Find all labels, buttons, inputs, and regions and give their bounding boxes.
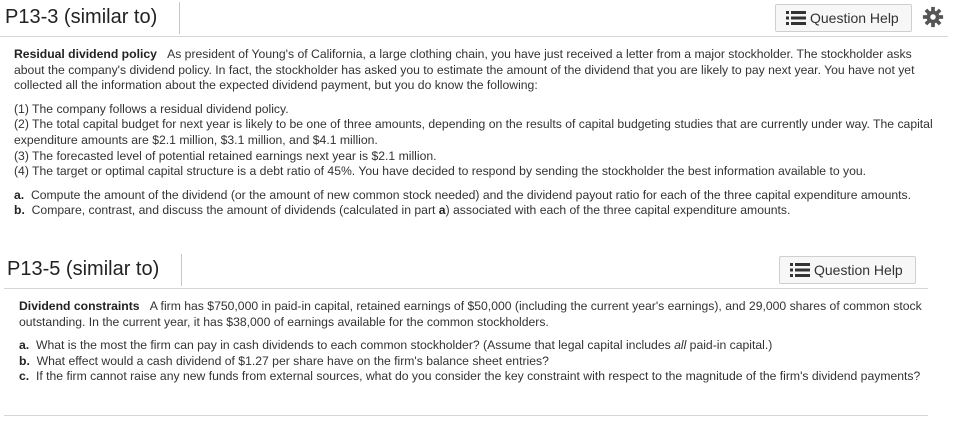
part-a-text: Compute the amount of the dividend (or the amount of new common stock needed) and the dividend payout ratio for each of the three capital expenditure amounts.: [30, 187, 912, 202]
problem-2-header: [0, 252, 958, 288]
problem-1-intro-text: As president of Young's of California, a large clothing chain, you have just received a letter from a major stockholder. The stockholder asks about the company's dividend policy. In fact, the stockholder has asked you to estimate the amount of the dividend that you are likely to pay next year. You have not yet collected all the information about the expected dividend payment, but you do know the following:: [14, 47, 915, 93]
problem-1-body: [14, 47, 936, 219]
fact-2: (2) The total capital budget for next year is likely to be one of three amounts, depending on the results of capital budgeting studies that are currently under way. The capital expenditure amounts are $2.1 million, $3.1 million, and $4.1 million.: [14, 117, 933, 147]
part-c-text: If the firm cannot raise any new funds from external sources, what do you consider the key constraint with respect to the magnitude of the firm's dividend payments?: [35, 369, 921, 384]
header-divider: [0, 36, 948, 37]
gear-icon[interactable]: [922, 6, 944, 28]
part-a: [14, 188, 936, 204]
problem-1-heading: Residual dividend policy: [14, 47, 157, 61]
part-a-label: a.: [14, 187, 25, 202]
fact-1: (1) The company follows a residual dividend policy.: [14, 101, 289, 116]
problem-2-intro-text: A firm has $750,000 in paid-in capital, retained earnings of $50,000 (including the current year's earnings), and 29,000 shares of common stock outstanding. In the current year, it has $38,000 of earnings available for the common stockholders.: [19, 299, 922, 329]
part-b: [19, 354, 924, 370]
problem-2-intro: [19, 299, 924, 330]
part-b-text-2: ) associated with each of the three capital expenditure amounts.: [445, 203, 791, 218]
title-divider: [179, 2, 180, 34]
problem-2-body: [19, 299, 924, 385]
problem-2-heading: Dividend constraints: [19, 299, 140, 313]
part-c: [19, 369, 924, 385]
list-icon: [790, 263, 810, 277]
part-a: [19, 338, 924, 354]
part-b-text-1: Compare, contrast, and discuss the amount of dividends (calculated in part: [31, 203, 439, 218]
part-b-label: b.: [14, 203, 25, 218]
header-divider: [4, 288, 928, 289]
part-a-text-1: What is the most the firm can pay in cash dividends to each common stockholder? (Assume that legal capital includes: [35, 338, 675, 353]
question-help-button[interactable]: [779, 256, 916, 284]
part-b-text: What effect would a cash dividend of $1.27 per share have on the firm's balance sheet entries?: [36, 353, 549, 368]
part-a-label: a.: [19, 338, 30, 353]
problem-1-intro: [14, 47, 936, 94]
problem-2-title: P13-5 (similar to): [7, 258, 160, 280]
problem-1-title: P13-3 (similar to): [5, 6, 158, 28]
part-b: [14, 203, 936, 219]
fact-4: (4) The target or optimal capital structure is a debt ratio of 45%. You have decided to respond by sending the stockholder the best information available to you.: [14, 164, 867, 179]
question-help-label: Question Help: [810, 10, 899, 26]
fact-3: (3) The forecasted level of potential retained earnings next year is $2.1 million.: [14, 148, 437, 163]
part-b-label: b.: [19, 353, 30, 368]
part-b-ref: a: [438, 203, 446, 218]
part-a-text-2: paid-in capital.): [686, 338, 773, 353]
question-help-label: Question Help: [814, 262, 903, 278]
part-c-label: c.: [19, 369, 30, 384]
part-a-italic: all: [674, 338, 687, 353]
question-help-button[interactable]: [775, 4, 912, 32]
list-icon: [786, 11, 806, 25]
footer-divider: [4, 415, 928, 416]
title-divider: [181, 254, 182, 286]
problem-1-header: [0, 0, 958, 36]
